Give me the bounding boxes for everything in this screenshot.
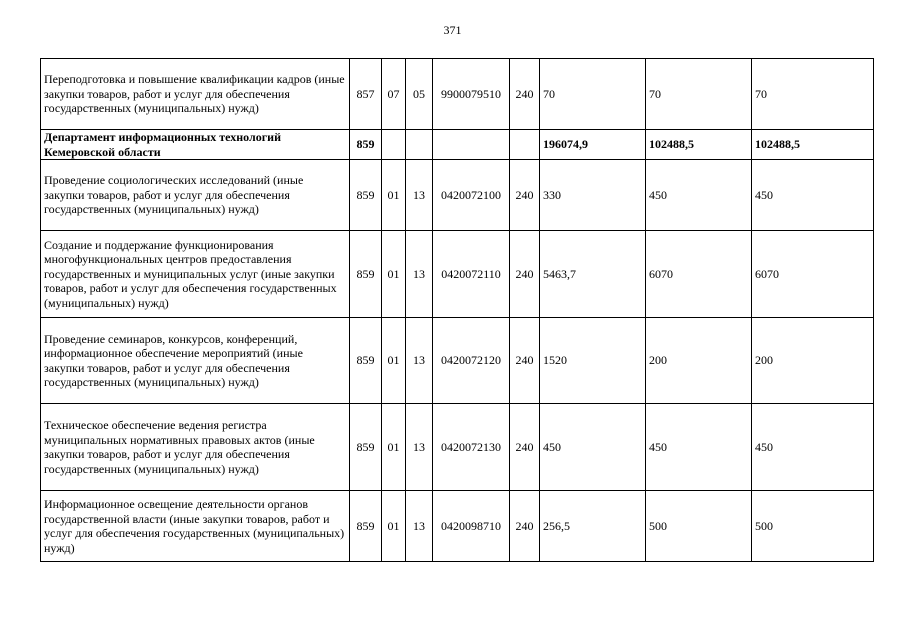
row-ved-cell: 859 (350, 231, 382, 318)
row-name-cell: Переподготовка и повышение квалификации кадров (иные закупки товаров, работ и услуг для обеспечения государственных (муниципальных) нужд) (41, 59, 350, 130)
row-amount-year1-cell: 5463,7 (540, 231, 646, 318)
row-vr-cell: 240 (510, 160, 540, 231)
row-amount-year1-cell: 450 (540, 404, 646, 491)
row-ved-cell: 859 (350, 130, 382, 160)
row-amount-year1-cell: 330 (540, 160, 646, 231)
row-rz-cell: 01 (382, 160, 406, 231)
table-row (41, 160, 874, 231)
budget-table (40, 58, 874, 562)
table-row (41, 231, 874, 318)
row-amount-year3-cell: 6070 (752, 231, 874, 318)
row-csr-cell: 0420072120 (433, 318, 510, 404)
row-pr-cell: 13 (406, 160, 433, 231)
table-row (41, 318, 874, 404)
row-rz-cell: 01 (382, 231, 406, 318)
row-pr-cell: 05 (406, 59, 433, 130)
row-name-cell: Техническое обеспечение ведения регистра муниципальных нормативных правовых актов (иные закупки товаров, работ и услуг для обеспечения государственных (муниципальных) нужд) (41, 404, 350, 491)
row-amount-year1-cell: 196074,9 (540, 130, 646, 160)
row-name-cell: Информационное освещение деятельности органов государственной власти (иные закупки товаров, работ и услуг для обеспечения государственных (муниципальных) нужд) (41, 491, 350, 562)
table-row (41, 404, 874, 491)
row-amount-year2-cell: 200 (646, 318, 752, 404)
row-amount-year1-cell: 70 (540, 59, 646, 130)
row-vr-cell: 240 (510, 491, 540, 562)
row-ved-cell: 859 (350, 318, 382, 404)
row-rz-cell: 01 (382, 318, 406, 404)
row-amount-year3-cell: 450 (752, 404, 874, 491)
row-csr-cell: 0420072110 (433, 231, 510, 318)
row-csr-cell (433, 130, 510, 160)
row-amount-year2-cell: 6070 (646, 231, 752, 318)
row-name-cell: Создание и поддержание функционирования многофункциональных центров предоставления государственных и муниципальных услуг (иные закупки товаров, работ и услуг для обеспечения государственных (муниципальных) нужд) (41, 231, 350, 318)
row-vr-cell: 240 (510, 318, 540, 404)
row-amount-year3-cell: 450 (752, 160, 874, 231)
row-rz-cell: 07 (382, 59, 406, 130)
row-amount-year3-cell: 500 (752, 491, 874, 562)
row-ved-cell: 859 (350, 404, 382, 491)
row-vr-cell: 240 (510, 59, 540, 130)
row-pr-cell: 13 (406, 318, 433, 404)
row-amount-year2-cell: 500 (646, 491, 752, 562)
row-vr-cell (510, 130, 540, 160)
row-amount-year2-cell: 70 (646, 59, 752, 130)
row-amount-year2-cell: 450 (646, 404, 752, 491)
row-ved-cell: 857 (350, 59, 382, 130)
row-name-cell: Проведение семинаров, конкурсов, конференций, информационное обеспечение мероприятий (иные закупки товаров, работ и услуг для обеспечения государственных (муниципальных) нужд) (41, 318, 350, 404)
row-name-cell: Департамент информационных технологий Кемеровской области (41, 130, 350, 160)
table-row (41, 491, 874, 562)
row-csr-cell: 0420072100 (433, 160, 510, 231)
row-amount-year1-cell: 1520 (540, 318, 646, 404)
row-pr-cell: 13 (406, 231, 433, 318)
row-pr-cell: 13 (406, 491, 433, 562)
row-amount-year2-cell: 102488,5 (646, 130, 752, 160)
row-csr-cell: 0420072130 (433, 404, 510, 491)
row-pr-cell (406, 130, 433, 160)
row-amount-year1-cell: 256,5 (540, 491, 646, 562)
row-name-cell: Проведение социологических исследований (иные закупки товаров, работ и услуг для обеспечения государственных (муниципальных) нужд) (41, 160, 350, 231)
row-vr-cell: 240 (510, 231, 540, 318)
row-csr-cell: 0420098710 (433, 491, 510, 562)
page-number: 371 (443, 23, 462, 37)
row-amount-year3-cell: 102488,5 (752, 130, 874, 160)
row-pr-cell: 13 (406, 404, 433, 491)
table-row (41, 130, 874, 160)
row-ved-cell: 859 (350, 491, 382, 562)
row-ved-cell: 859 (350, 160, 382, 231)
table-row (41, 59, 874, 130)
row-amount-year3-cell: 200 (752, 318, 874, 404)
row-rz-cell: 01 (382, 404, 406, 491)
row-rz-cell (382, 130, 406, 160)
row-csr-cell: 9900079510 (433, 59, 510, 130)
row-rz-cell: 01 (382, 491, 406, 562)
row-amount-year3-cell: 70 (752, 59, 874, 130)
row-vr-cell: 240 (510, 404, 540, 491)
row-amount-year2-cell: 450 (646, 160, 752, 231)
